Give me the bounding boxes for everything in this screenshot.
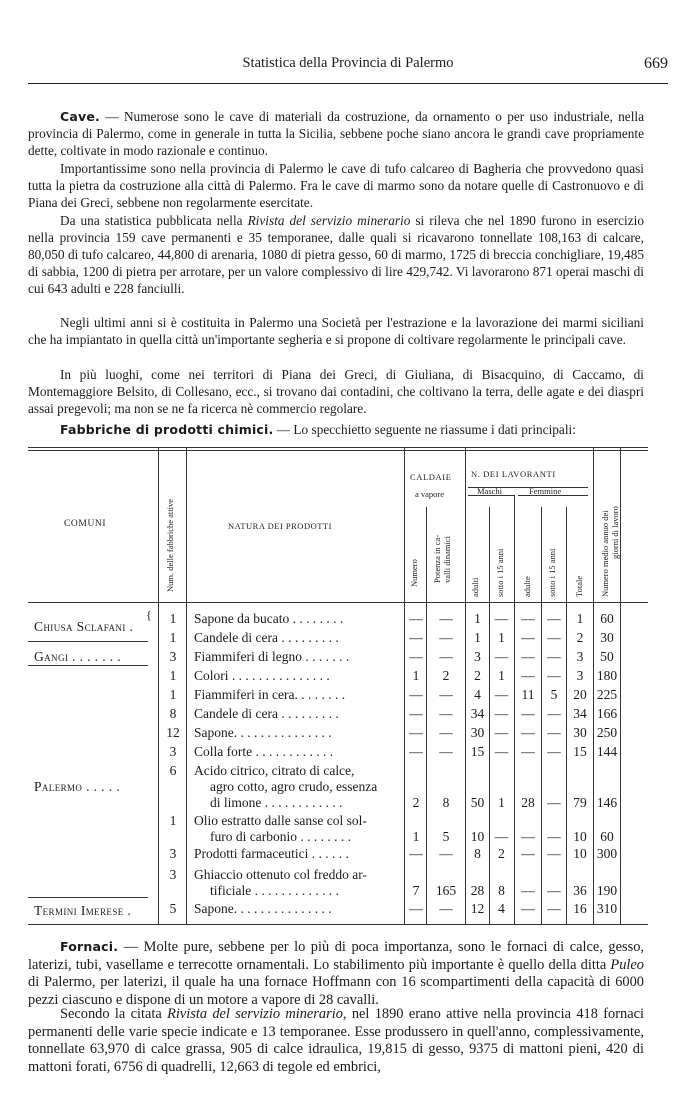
- cell-pot: —: [439, 611, 453, 626]
- col-header-num-fabbriche: Num. delle fabbriche attive: [165, 499, 175, 592]
- cell-fa: 28: [521, 795, 535, 810]
- cell-num: —: [409, 846, 423, 861]
- col-header-a-vapore: a vapore: [415, 489, 445, 499]
- paragraph-text: — Molte pure, sebbene per lo più di poca importanza, sono le fornaci di calce, gesso, laterizi, tubi, vasellame e terrecotte ornamentali. Lo stabilimento più importante è quello della ditta: [28, 939, 644, 973]
- paragraph-text: — Numerose sono le cave di materiali da costruzione, da ornamento o per uso industriale, nella provincia di Palermo, come in generale in tutta la Sicilia, sebbene poche siano ancora le grandi cave propriamente dette, coltivate in modo razionale e continuo.: [28, 109, 644, 158]
- cell-prodotto: Ghiaccio ottenuto col freddo ar-: [194, 867, 367, 882]
- cell-num: —: [409, 706, 423, 721]
- paragraph-bagheria: Importantissime sono nella provincia di Palermo le cave di tufo calcareo di Bagheria che provvedono quasi tutta la pietra da costruzione alla città di Palermo. Fra le cave di marmo sono da notare quelle di Castronuovo e di Piana dei Greci, sebbene non regolarmente esercitate.: [28, 161, 644, 210]
- cell-prodotto: agro cotto, agro crudo, essenza: [210, 779, 378, 794]
- cell-fab: 3: [169, 867, 177, 882]
- col-header-femmine-sotto-15: sotto i 15 anni: [547, 548, 557, 597]
- cell-pot: —: [439, 649, 453, 664]
- journal-title: Rivista del servizio minerario: [247, 213, 411, 228]
- cell-ms: 1: [498, 630, 505, 645]
- cell-tot: 36: [573, 883, 587, 898]
- col-header-maschi-sotto-15: sotto i 15 anni: [495, 548, 505, 597]
- cell-prodotto: Prodotti farmaceutici . . . . . .: [194, 846, 349, 861]
- cell-ms: 8: [498, 883, 505, 898]
- paragraph-statistica: [28, 212, 644, 297]
- cell-fa: 11: [521, 687, 535, 702]
- cell-gg: 166: [596, 706, 618, 721]
- cell-fa: —: [521, 649, 535, 664]
- cell-pot: —: [439, 630, 453, 645]
- col-header-maschi: Maschi: [477, 486, 503, 496]
- cell-num: 1: [412, 829, 420, 844]
- cell-tot: 3: [576, 668, 584, 683]
- cell-num: —: [409, 611, 423, 626]
- paragraph-fabbriche: [28, 421, 644, 438]
- cell-fs: —: [547, 744, 561, 759]
- paragraph-text: Da una statistica pubblicata nella: [60, 213, 248, 228]
- cell-num: 7: [412, 883, 420, 898]
- cell-gg: 146: [596, 795, 618, 810]
- cell-tot: 10: [573, 846, 587, 861]
- cell-fs: —: [547, 795, 561, 810]
- cell-ms: —: [494, 611, 509, 626]
- cell-ma: 2: [474, 668, 481, 683]
- cell-fab: 6: [169, 763, 177, 778]
- cell-tot: 10: [573, 829, 587, 844]
- cell-fs: —: [547, 846, 561, 861]
- page-title: Statistica della Provincia di Palermo: [242, 55, 454, 71]
- cell-ma: 1: [474, 611, 481, 626]
- comune-palermo: Palermo . . . . .: [34, 779, 121, 794]
- cell-num: —: [409, 725, 423, 740]
- col-header-adulte: adulte: [522, 576, 532, 597]
- cell-tot: 3: [576, 649, 584, 664]
- cell-ma: 3: [474, 649, 481, 664]
- cell-fa: —: [521, 901, 535, 916]
- cell-num: —: [409, 649, 423, 664]
- cell-fa: —: [521, 630, 535, 645]
- cell-prodotto: Olio estratto dalle sanse col sol-: [194, 813, 367, 828]
- col-header-comuni: COMUNI: [64, 519, 107, 529]
- cell-ms: 2: [498, 846, 505, 861]
- cell-fab: 5: [169, 901, 177, 916]
- paragraph-agate: In più luoghi, come nei territori di Piana dei Greci, di Giuliana, di Bisacquino, di Caccamo, di Montemaggiore Belsito, di Collesano, ecc., si trovano dai contadini, che coltivano la terra, delle agate e dei diaspri assai pregevoli; ma non se ne fa ricerca nè commercio regolare.: [28, 367, 644, 416]
- cell-gg: 144: [596, 744, 618, 759]
- cell-prodotto: Colla forte . . . . . . . . . . . .: [194, 744, 334, 759]
- cell-fs: —: [547, 611, 561, 626]
- cell-num: —: [409, 687, 423, 702]
- cell-pot: —: [439, 744, 453, 759]
- paragraph-text: , nel 1890 erano attive nella provincia 418 fornaci permanenti delle varie specie indicate e 13 temporanee. Esse produssero in quell'anno, complessivamente, tonnellate 63,970 di calce grassa, 905 di calce idraulica, 19,815 di gesso, 9375 di mattoni pieni, 420 di mattoni forati, 6756 di quadrelli, 12,663 di tegole ed embrici,: [28, 1006, 644, 1075]
- section-lead-fornaci: Fornaci.: [60, 939, 119, 954]
- cell-fab: 1: [169, 668, 177, 683]
- cell-tot: 20: [573, 687, 587, 702]
- cell-fa: —: [521, 611, 535, 626]
- cell-num: —: [409, 630, 423, 645]
- cell-ma: 10: [470, 829, 485, 844]
- cell-num: 2: [412, 795, 420, 810]
- page-header: [28, 55, 668, 77]
- cell-ms: 1: [498, 795, 505, 810]
- cell-fab: 3: [169, 649, 177, 664]
- cell-ma: 30: [470, 725, 485, 740]
- cell-gg: 250: [596, 725, 618, 740]
- cell-ms: 4: [498, 901, 505, 916]
- cell-ma: 1: [474, 630, 481, 645]
- cell-fs: —: [547, 630, 561, 645]
- cell-fab: 12: [166, 725, 180, 740]
- cell-prodotto: Sapone. . . . . . . . . . . . . . .: [194, 901, 332, 916]
- cell-tot: 1: [576, 611, 584, 626]
- brace-top: {: [146, 608, 152, 622]
- cell-ma: 12: [470, 901, 485, 916]
- col-header-adulti: adulti: [470, 577, 480, 597]
- cell-ms: —: [494, 649, 509, 664]
- cell-tot: 16: [573, 901, 587, 916]
- cell-ma: 8: [474, 846, 481, 861]
- col-header-femmine: Femmine: [529, 486, 562, 496]
- cell-fa: —: [521, 706, 535, 721]
- cell-num: —: [409, 744, 423, 759]
- col-header-caldaie: CALDAIE: [410, 472, 452, 482]
- cell-ms: 1: [498, 668, 505, 683]
- chemical-factories-table: [28, 447, 648, 927]
- cell-num: 1: [412, 668, 420, 683]
- cell-pot: —: [439, 846, 453, 861]
- cell-fab: 1: [169, 687, 177, 702]
- cell-pot: 8: [442, 795, 450, 810]
- cell-fs: —: [547, 725, 561, 740]
- paragraph-text: si rileva che nel 1890 furono in esercizio nella provincia 159 cave permanenti e 35 temporanee, dalle quali si ricavarono tonnellate 108,163 di calcare, 80,050 di tufo calcareo, 44,800 di arenaria, 1080 di pietra gesso, 60 di marmo, 1725 di breccia conchigliare, 19,485 di sabbia, 1200 di pietra per arrotare, per un valore complessivo di lire 429,742. Vi lavorarono 871 operai maschi di cui 643 adulti e 228 fanciulli.: [28, 213, 644, 296]
- cell-fa: —: [521, 829, 535, 844]
- cell-ms: —: [494, 706, 509, 721]
- col-header-giorni-2: giorni di lavoro: [610, 506, 620, 559]
- cell-fa: —: [521, 846, 535, 861]
- cell-prodotto: Candele di cera . . . . . . . . .: [194, 706, 339, 721]
- cell-fab: 8: [169, 706, 177, 721]
- cell-tot: 34: [573, 706, 587, 721]
- cell-tot: 79: [573, 795, 587, 810]
- cell-gg: 310: [596, 901, 618, 916]
- cell-ma: 15: [470, 744, 485, 759]
- cell-pot: —: [439, 901, 453, 916]
- cell-fa: —: [521, 883, 535, 898]
- cell-gg: 300: [596, 846, 618, 861]
- cell-prodotto: Sapone. . . . . . . . . . . . . . .: [194, 725, 332, 740]
- col-header-totale: Totale: [574, 575, 584, 597]
- cell-ma: 28: [470, 883, 485, 898]
- cell-pot: —: [439, 706, 453, 721]
- cell-ms: —: [494, 829, 509, 844]
- cell-gg: 60: [600, 829, 614, 844]
- cell-prodotto: di limone . . . . . . . . . . . .: [210, 795, 343, 810]
- cell-fs: —: [547, 883, 561, 898]
- cell-fab: 1: [169, 611, 177, 626]
- paragraph-fornaci-statistica: [28, 1006, 644, 1076]
- journal-title: Rivista del servizio minerario: [167, 1006, 343, 1022]
- cell-fs: —: [547, 829, 561, 844]
- cell-pot: 2: [442, 668, 450, 683]
- paragraph-societa: Negli ultimi anni si è costituita in Palermo una Società per l'estrazione e la lavorazione dei marmi siciliani che ha impiantato in quella città un'importante segheria e si propone di coltivare regolarmente le principali cave.: [28, 315, 644, 347]
- cell-tot: 2: [576, 630, 584, 645]
- col-header-potenza-2: valli dinamici: [442, 536, 452, 583]
- page-number: 669: [644, 55, 668, 72]
- cell-fa: —: [521, 668, 535, 683]
- paragraph-cave: [28, 108, 644, 159]
- comune-termini-imerese: Termini Imerese .: [34, 903, 132, 918]
- cell-tot: 15: [573, 744, 587, 759]
- col-header-numero: Numero: [409, 559, 419, 587]
- cell-pot: 165: [435, 883, 457, 898]
- cell-prodotto: furo di carbonio . . . . . . . .: [210, 829, 351, 844]
- cell-gg: 30: [600, 630, 614, 645]
- cell-ma: 50: [470, 795, 485, 810]
- comune-gangi: Gangi . . . . . . .: [34, 649, 122, 664]
- cell-ms: —: [494, 687, 509, 702]
- cell-fs: 5: [550, 687, 558, 702]
- section-lead-fabbriche: Fabbriche di prodotti chimici.: [60, 422, 274, 437]
- cell-prodotto: tificiale . . . . . . . . . . . . .: [210, 883, 339, 898]
- cell-fab: 3: [169, 744, 177, 759]
- paragraph-fornaci: [28, 938, 644, 1009]
- cell-gg: 60: [600, 611, 614, 626]
- cell-prodotto: Fiammiferi in cera. . . . . . . .: [194, 687, 346, 702]
- cell-gg: 225: [596, 687, 618, 702]
- cell-ma: 34: [470, 706, 485, 721]
- col-header-potenza-1: Potenza in ca-: [432, 534, 442, 583]
- cell-pot: 5: [442, 829, 450, 844]
- cell-ms: —: [494, 725, 509, 740]
- cell-gg: 50: [600, 649, 614, 664]
- cell-pot: —: [439, 687, 453, 702]
- cell-gg: 180: [596, 668, 618, 683]
- cell-pot: —: [439, 725, 453, 740]
- cell-prodotto: Acido citrico, citrato di calce,: [194, 763, 355, 778]
- cell-fab: 1: [169, 630, 177, 645]
- col-header-lavoranti: N. DEI LAVORANTI: [471, 469, 556, 479]
- cell-fs: —: [547, 706, 561, 721]
- header-rule: [28, 83, 668, 84]
- cell-fs: —: [547, 668, 561, 683]
- cell-fa: —: [521, 744, 535, 759]
- paragraph-text: di Palermo, per laterizi, il quale ha una fornace Hoffmann con 16 scompartimenti della capacità di 6000 pezzi ciascuno e dispone di un motore a vapore di 28 cavalli.: [28, 974, 644, 1008]
- cell-ms: —: [494, 744, 509, 759]
- cell-fs: —: [547, 649, 561, 664]
- cell-num: —: [409, 901, 423, 916]
- cell-gg: 190: [596, 883, 618, 898]
- cell-tot: 30: [573, 725, 587, 740]
- cell-fab: 3: [169, 846, 177, 861]
- cell-fs: —: [547, 901, 561, 916]
- comune-chiusa-sclafani: Chiusa Sclafani .: [34, 619, 134, 634]
- col-header-natura: NATURA DEI PRODOTTI: [228, 521, 332, 531]
- section-lead-cave: Cave.: [60, 109, 100, 124]
- cell-ma: 4: [474, 687, 481, 702]
- cell-prodotto: Candele di cera . . . . . . . . .: [194, 630, 339, 645]
- col-header-giorni-1: Numero medio annuo dei: [600, 510, 610, 597]
- cell-prodotto: Colori . . . . . . . . . . . . . . .: [194, 668, 330, 683]
- cell-prodotto: Sapone da bucato . . . . . . . .: [194, 611, 344, 626]
- cell-prodotto: Fiammiferi di legno . . . . . . .: [194, 649, 350, 664]
- company-name: Puleo: [610, 956, 644, 973]
- cell-fa: —: [521, 725, 535, 740]
- cell-fab: 1: [169, 813, 177, 828]
- paragraph-text: Secondo la citata: [60, 1006, 168, 1022]
- paragraph-text: — Lo specchietto seguente ne riassume i dati principali:: [273, 422, 576, 437]
